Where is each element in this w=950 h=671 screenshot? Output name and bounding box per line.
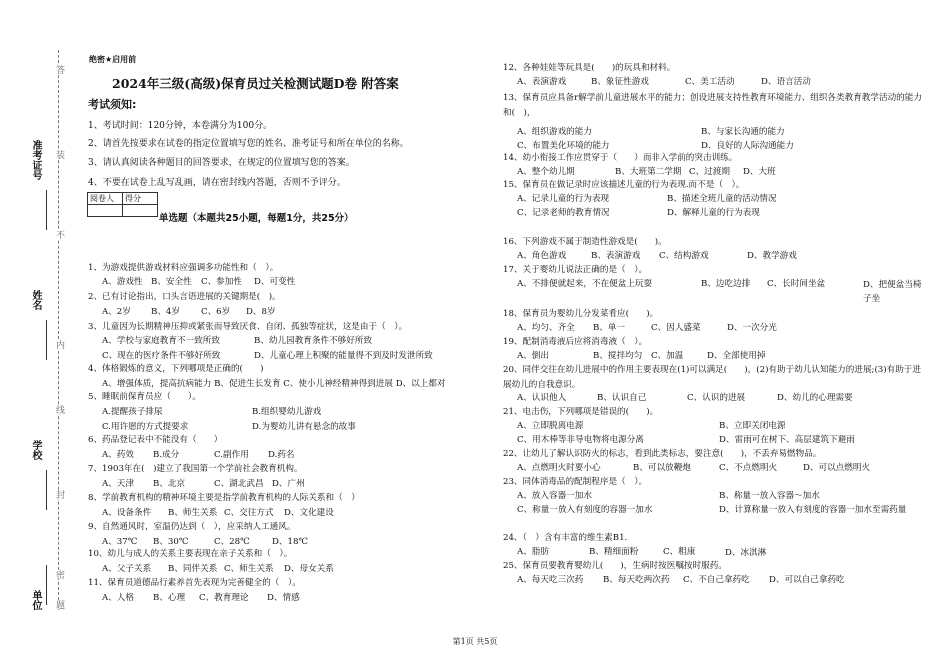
answer-option[interactable]: D、文化建设 — [284, 508, 334, 518]
answer-option[interactable]: D.为婴幼儿讲有悬念的故事 — [252, 422, 356, 432]
answer-option[interactable]: B、认识自己 — [597, 393, 647, 403]
answer-option[interactable]: B、每天吃两次药 — [603, 575, 670, 585]
answer-option[interactable]: A、游戏性 — [102, 277, 143, 287]
question-text: 19、配制消毒液后应将消毒液（ ）。 — [503, 337, 648, 347]
answer-option[interactable]: C、粗康 — [663, 547, 696, 557]
answer-option[interactable]: B、描述全班儿童的活动情况 — [667, 194, 777, 204]
answer-option[interactable]: C、不自己拿药吃 — [683, 575, 750, 585]
question-text: 9、自然通风时，室温仍达到（ ），应采纳人工通风。 — [88, 522, 296, 532]
answer-option[interactable]: D、儿童心理上积聚的能量得不到及时发泄所致 — [254, 351, 433, 361]
answer-option[interactable]: A、不排便就起来，不在便盆上玩耍 — [517, 279, 653, 289]
margin-tick: 题 — [54, 600, 64, 609]
answer-option[interactable]: A、立即脱离电源 — [517, 421, 584, 431]
answer-option[interactable]: A、点燃明火时要小心 — [517, 463, 601, 473]
question-text: 16、下列游戏不属于制造性游戏是( )。 — [503, 237, 667, 247]
question-text: 21、电击伤，下列哪项是错误的( )。 — [503, 407, 659, 417]
answer-option[interactable]: D.药名 — [268, 450, 295, 460]
question-text: 25、保育员要教育婴幼儿( )，生病时按医嘱按时服药。 — [503, 561, 727, 571]
question-text: 12、各种娃娃等玩具是( )的玩具和材料。 — [503, 63, 676, 73]
answer-option[interactable]: C.用许愿的方式提要求 — [102, 422, 189, 432]
answer-option[interactable]: B、与家长沟通的能力 — [701, 127, 785, 137]
answer-option[interactable]: B、边吃边排 — [701, 279, 751, 289]
question-text: 10、幼儿与成人的关系主要表现在亲子关系和（ ）。 — [88, 549, 293, 559]
question-text: 5、睡眠前保育员应（ ）。 — [88, 392, 201, 402]
answer-option[interactable]: B、4岁 — [151, 307, 180, 317]
answer-option[interactable]: A、均匀、齐全 — [517, 323, 575, 333]
answer-option[interactable]: C、美工活动 — [685, 77, 735, 87]
answer-option[interactable]: B、立即关闭电源 — [719, 421, 786, 431]
answer-option[interactable]: D、良好的人际沟通能力 — [701, 141, 794, 151]
answer-option[interactable]: B、安全性 — [151, 277, 192, 287]
answer-option[interactable]: C、现在的医疗条件不够好所致 — [102, 351, 221, 361]
answer-option[interactable]: C、不点燃明火 — [719, 463, 778, 473]
answer-option[interactable]: D、计算称量一放入有刻度的容器一加水至需药量 — [719, 505, 907, 515]
answer-option[interactable]: A、倒出 — [517, 351, 549, 361]
answer-option[interactable]: B.组织婴幼儿游戏 — [252, 407, 322, 417]
answer-option[interactable]: D、冰淇淋 — [725, 548, 767, 558]
answer-option[interactable]: A、学校与家庭教育不一致所致 — [102, 336, 220, 346]
answer-option[interactable]: A、37℃ — [102, 537, 138, 547]
answer-option[interactable]: C、28℃ — [214, 537, 250, 547]
margin-tick: 封 — [54, 490, 64, 499]
answer-option[interactable]: A.提醒孩子排尿 — [102, 407, 163, 417]
answer-option[interactable]: D、可以点燃明火 — [803, 463, 871, 473]
answer-option[interactable]: A、药效 — [102, 450, 134, 460]
question-text: 23、同体消毒品的配制程序是（ ）。 — [503, 477, 648, 487]
answer-option[interactable]: B.成分 — [153, 450, 180, 460]
answer-option[interactable]: C、布置美化环境的能力 — [517, 141, 610, 151]
margin-label-exam-id: 准考证号 — [30, 140, 41, 180]
margin-tick: 不 — [54, 230, 64, 239]
score-box-reviewer-cell[interactable] — [88, 205, 123, 217]
answer-option[interactable]: B、同伴关系 — [168, 564, 218, 574]
answer-option[interactable]: D、母女关系 — [284, 564, 334, 574]
answer-option[interactable]: A、人格 — [102, 593, 134, 603]
answer-option[interactable]: B、精细面粉 — [589, 547, 639, 557]
answer-option[interactable]: B、象征性游戏 — [591, 77, 649, 87]
question-text: 2、已有讨论指出，口头言语进展的关键期是( )。 — [88, 292, 281, 302]
answer-option[interactable]: A、增强体质，提高抗病能力 B、促进生长发育 C、使小儿神经精神得到进展 D、以上都对 — [102, 379, 446, 389]
score-box-reviewer: 阅卷人 — [88, 193, 123, 205]
answer-option[interactable]: A、表演游戏 — [517, 77, 567, 87]
seal-line — [58, 50, 59, 610]
answer-option[interactable]: C、过渡期 — [689, 167, 730, 177]
answer-option[interactable]: A、脂肪 — [517, 547, 549, 557]
answer-option[interactable]: A、设备条件 — [102, 508, 152, 518]
answer-option[interactable]: C、参加性 — [201, 277, 242, 287]
notice-item: 1、考试时间：120分钟，本卷满分为100分。 — [88, 121, 273, 131]
answer-option[interactable]: D、大班 — [743, 167, 776, 177]
answer-option[interactable]: B、师生关系 — [168, 508, 218, 518]
page-title: 2024年三级(高级)保育员过关检测试题D卷 附答案 — [112, 76, 399, 91]
answer-option[interactable]: B、幼儿园教育条件不够好所致 — [254, 336, 373, 346]
answer-option[interactable]: C、教育理论 — [199, 593, 249, 603]
question-text: 24、（ ）含有丰富的维生素B1. — [503, 533, 628, 543]
answer-option[interactable]: D、广州 — [272, 479, 305, 489]
binding-margin — [0, 0, 70, 671]
blank-unit — [46, 565, 47, 605]
answer-option[interactable]: D、解释儿童的行为表现 — [667, 208, 760, 218]
notice-heading: 考试须知: — [88, 98, 137, 111]
answer-option[interactable]: D、可以自己拿药吃 — [769, 575, 845, 585]
answer-option[interactable]: C、长时间坐盆 — [767, 279, 826, 289]
answer-option[interactable]: B、称量一放入容器～加水 — [719, 491, 820, 501]
notice-item: 2、请首先按要求在试卷的指定位置填写您的姓名、准考证号和所在单位的名称。 — [88, 139, 409, 149]
answer-option[interactable]: C.副作用 — [214, 450, 249, 460]
answer-option[interactable]: B、30℃ — [153, 537, 189, 547]
answer-option[interactable]: D、幼儿的心理需要 — [777, 393, 853, 403]
margin-label-school: 学校 — [30, 440, 41, 460]
answer-option[interactable]: A、整个幼儿期 — [517, 167, 575, 177]
answer-option[interactable]: A、每天吃三次药 — [517, 575, 584, 585]
answer-option[interactable]: D、教学游戏 — [747, 251, 797, 261]
question-text: 7、1903年在( )建立了我国第一个学前社会教育机构。 — [88, 464, 303, 474]
notice-item: 3、请认真阅读各种题目的回答要求，在规定的位置填写您的答案。 — [88, 158, 355, 168]
answer-option[interactable]: C、结构游戏 — [659, 251, 709, 261]
answer-option[interactable]: C、师生关系 — [224, 564, 274, 574]
answer-option[interactable]: C、交往方式 — [224, 508, 274, 518]
margin-tick: 内 — [54, 340, 64, 349]
answer-option[interactable]: D、雷雨可在树下、高层建筑下避雨 — [719, 435, 855, 445]
answer-option[interactable]: A、角色游戏 — [517, 251, 567, 261]
answer-option[interactable]: C、因人盛菜 — [651, 323, 701, 333]
answer-option[interactable]: A、2岁 — [102, 307, 131, 317]
answer-option[interactable]: D、一次分光 — [727, 323, 777, 333]
margin-label-unit: 单位 — [30, 590, 41, 610]
secret-mark: 绝密★启用前 — [89, 55, 137, 64]
question-text: 15、保育员在做记录时应该描述儿童的行为表现.而不是（ ）。 — [503, 180, 745, 190]
answer-option[interactable]: C、认识的进展 — [687, 393, 746, 403]
margin-label-name: 姓名 — [30, 290, 41, 310]
notice-item: 4、不要在试卷上乱写乱画，请在密封线内答题，否则不予评分。 — [88, 178, 346, 188]
score-box — [87, 192, 158, 217]
answer-option[interactable]: D、语言活动 — [761, 77, 811, 87]
answer-option[interactable]: B、单一 — [593, 323, 626, 333]
answer-option[interactable]: D、18℃ — [272, 537, 309, 547]
score-box-score: 得分 — [123, 193, 158, 205]
answer-option[interactable]: C、用木棒等非导电物将电源分离 — [517, 435, 644, 445]
question-text: 22、让幼儿了解认识防火的标志，看到此类标志，要注意( )，不丢弃易燃物品。 — [503, 449, 822, 459]
question-text: 6、药品登记表中不能没有（ ） — [88, 435, 223, 445]
question-text: 8、学前教育机构的精神环境主要是指学前教育机构的人际关系和（ ） — [88, 493, 360, 503]
answer-option[interactable]: B、心理 — [153, 593, 186, 603]
answer-option[interactable]: C、称量一放入有刻度的容器一加水 — [517, 505, 653, 515]
margin-tick: 答 — [54, 65, 64, 74]
answer-option[interactable]: A、放入容器一加水 — [517, 491, 592, 501]
answer-option[interactable]: C、6岁 — [201, 307, 231, 317]
answer-option[interactable]: D、全部使用掉 — [707, 351, 766, 361]
answer-option[interactable]: A、天津 — [102, 479, 134, 489]
page-footer: 第1页 共5页 — [452, 637, 498, 646]
margin-tick: 线 — [54, 405, 64, 414]
blank-school — [46, 470, 47, 510]
answer-option[interactable]: B、搅拌均匀 — [593, 351, 643, 361]
question-text: 20、同伴交往在幼儿进展中的作用主要表现在(1)可以满足( )，(2)有助于幼儿认知能力的进展;(3)有助于进展幼儿的自我意识。 — [503, 365, 921, 390]
question-text: 4、体格锻炼的意义，下列哪项是正确的( ) — [88, 364, 264, 374]
answer-option[interactable]: C、湖北武昌 — [214, 479, 264, 489]
answer-option[interactable]: A、记录儿童的行为表现 — [517, 194, 610, 204]
answer-option[interactable]: B、大班第二学期 — [615, 167, 682, 177]
question-text: 14、幼小衔接工作应贯穿于（ ）而非入学前的突击训练。 — [503, 153, 738, 163]
answer-option[interactable]: D、把便盆当椅子坐 — [863, 280, 922, 304]
blank-name — [46, 320, 47, 360]
answer-option[interactable]: C、记录老师的教育情况 — [517, 208, 610, 218]
answer-option[interactable]: B、北京 — [153, 479, 186, 489]
question-text: 13、保育员应具备r解学前儿童进展水平的能力；创设进展支持性教育环境能力、组织各类教育教学活动的能力和( )， — [503, 93, 922, 118]
question-text: 3、儿童因为长期精神压抑或紧张而导致厌食、自闭、孤独等症状，这是由于（ ）。 — [88, 322, 408, 332]
answer-option[interactable]: A、父子关系 — [102, 564, 152, 574]
answer-option[interactable]: D、8岁 — [246, 307, 276, 317]
answer-option[interactable]: B、可以放鞭炮 — [633, 463, 691, 473]
answer-option[interactable]: A、认识他人 — [517, 393, 567, 403]
answer-option[interactable]: C、加温 — [651, 351, 684, 361]
answer-option[interactable]: A、组织游戏的能力 — [517, 127, 592, 137]
answer-option[interactable]: B、表演游戏 — [591, 251, 641, 261]
margin-tick: 密 — [54, 570, 64, 579]
margin-tick: 装 — [54, 150, 64, 159]
blank-exam-id — [46, 190, 47, 230]
question-text: 17、关于婴幼儿说法正确的是（ ）。 — [503, 265, 648, 275]
question-text: 11、保育员道德品行素养首先表现为完善健全的（ ）。 — [88, 578, 301, 588]
answer-option[interactable]: D、可变性 — [254, 277, 296, 287]
question-text: 18、保育员为婴幼儿分发菜肴应( )。 — [503, 309, 659, 319]
section-heading: 单选题（本题共25小题，每题1分，共25分） — [159, 213, 354, 224]
answer-option[interactable]: D、情感 — [267, 593, 300, 603]
score-box-score-cell[interactable] — [123, 205, 158, 217]
question-text: 1、为游戏提供游戏材料应强调多功能性和（ ）。 — [88, 263, 279, 273]
